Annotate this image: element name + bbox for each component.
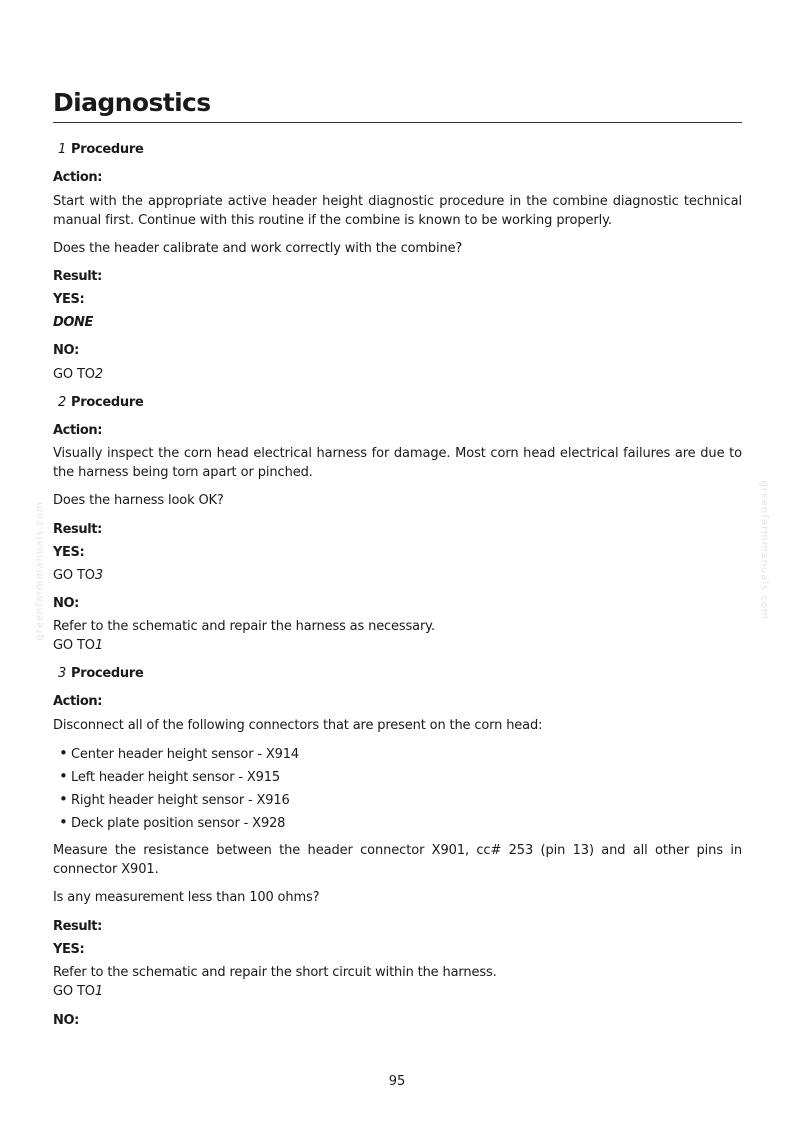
step-3-title: Procedure [71, 666, 144, 681]
step-1-no-label: NO: [53, 343, 79, 358]
step-2-heading [53, 395, 143, 411]
step-1-question: Does the header calibrate and work correctly with the combine? [53, 241, 463, 256]
step-1-heading [53, 142, 143, 158]
step-3-yes-goto-ref[interactable]: 1 [94, 984, 103, 999]
connector-list-item: • Left header height sensor - X915 [59, 767, 281, 785]
step-2-no-goto-ref[interactable]: 1 [94, 638, 103, 653]
step-3-yes-goto[interactable]: GO TO1 [53, 984, 103, 999]
page-title: Diagnostics [53, 88, 211, 117]
step-3-result-label: Result: [53, 919, 102, 934]
step-1-title: Procedure [71, 142, 144, 157]
step-3-action-label: Action: [53, 694, 103, 709]
connector-list-item: • Deck plate position sensor - X928 [59, 813, 286, 831]
title-divider [53, 122, 742, 123]
step-3-no-label: NO: [53, 1013, 79, 1028]
step-2-yes-label: YES: [53, 545, 85, 560]
step-3-heading [53, 666, 143, 682]
step-1-action-label: Action: [53, 170, 103, 185]
step-1-no-goto[interactable]: GO TO2 [53, 367, 103, 382]
step-2-title: Procedure [71, 395, 144, 410]
step-1-action-text: Start with the appropriate active header height diagnostic procedure in the combine diagnostic technical manual first. Continue with this routine if the combine is known to be working properly. [53, 194, 742, 228]
step-3-number: 3 [58, 666, 66, 681]
step-1-goto-ref[interactable]: 2 [94, 367, 103, 382]
step-2-action-label: Action: [53, 423, 103, 438]
step-2-action-text: Visually inspect the corn head electrical harness for damage. Most corn head electrical failures are due to the harness being torn apart or pinched. [53, 446, 742, 480]
connector-list-item: • Right header height sensor - X916 [59, 790, 290, 808]
watermark-left: greenfarmmanuals.com [34, 501, 46, 641]
step-2-yes-goto[interactable]: GO TO3 [53, 568, 103, 583]
page-number: 95 [388, 1074, 406, 1089]
step-3-yes-label: YES: [53, 942, 85, 957]
connector-list-item: • Center header height sensor - X914 [59, 744, 300, 762]
step-3-question: Is any measurement less than 100 ohms? [53, 890, 320, 905]
step-2-number: 2 [58, 395, 66, 410]
step-2-no-text: Refer to the schematic and repair the harness as necessary. [53, 619, 435, 634]
watermark-right: greenfarmmanuals.com [758, 480, 770, 620]
step-1-number: 1 [58, 142, 66, 157]
step-1-result-label: Result: [53, 269, 102, 284]
step-1-yes-label: YES: [53, 292, 85, 307]
step-3-action-text: Disconnect all of the following connectors that are present on the corn head: [53, 718, 543, 733]
step-1-yes-result: DONE [53, 315, 94, 330]
step-2-result-label: Result: [53, 522, 102, 537]
step-3-measure-text: Measure the resistance between the header connector X901, cc# 253 (pin 13) and all other pins in connector X901. [53, 843, 742, 877]
step-3-yes-text: Refer to the schematic and repair the short circuit within the harness. [53, 965, 497, 980]
step-2-no-label: NO: [53, 596, 79, 611]
step-2-question: Does the harness look OK? [53, 493, 224, 508]
step-2-yes-goto-ref[interactable]: 3 [94, 568, 103, 583]
step-2-no-goto[interactable]: GO TO1 [53, 638, 103, 653]
